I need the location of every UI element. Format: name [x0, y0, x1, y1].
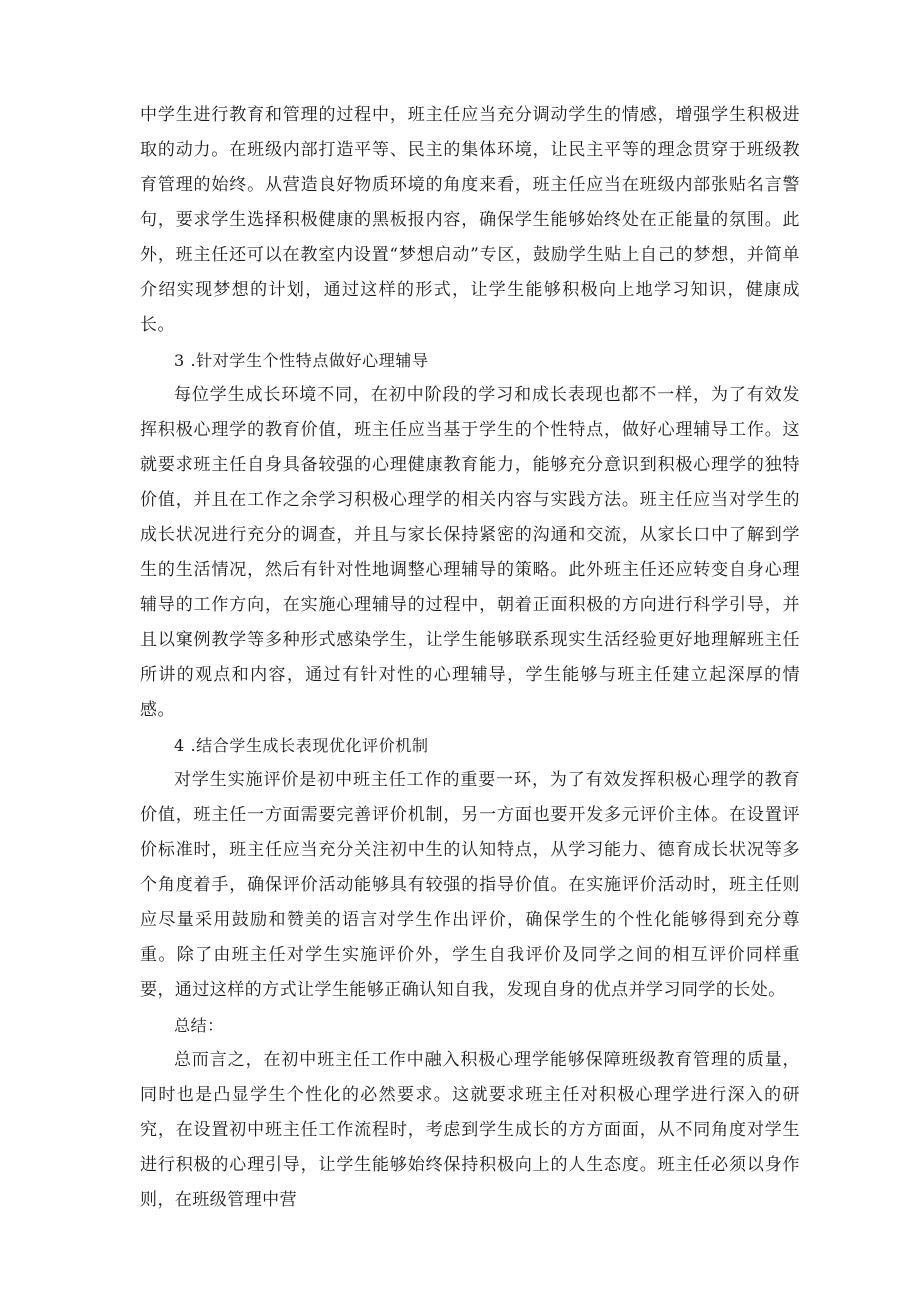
section-heading: 3 .针对学生个性特点做好心理辅导 [174, 351, 429, 370]
section-heading: 4 .结合学生成长表现优化评价机制 [174, 736, 429, 755]
document-page [140, 98, 800, 1218]
summary-label: 总结： [174, 1016, 224, 1035]
body-paragraph: 对学生实施评价是初中班主任工作的重要一环，为了有效发挥积极心理学的教育价值，班主任一方面需要完善评价机制，另一方面也要开发多元评价主体。在设置评价标准时，班主任应当充分关注初中生的认知特点，从学习能力、德育成长状况等多个角度着手，确保评价活动能够具有较强的指导价值。在实施评价活动时，班主任则应尽量采用鼓励和赞美的语言对学生作出评价，确保学生的个性化能够得到充分尊重。除了由班主任对学生实施评价外，学生自我评价及同学之间的相互评价同样重要，通过这样的方式让学生能够正确认知自我，发现自身的优点并学习同学的长处。 [140, 770, 800, 1000]
body-paragraph: 中学生进行教育和管理的过程中，班主任应当充分调动学生的情感，增强学生积极进取的动力。在班级内部打造平等、民主的集体环境，让民主平等的理念贯穿于班级教育管理的始终。从营造良好物质环境的角度来看，班主任应当在班级内部张贴名言警句，要求学生选择积极健康的黑板报内容，确保学生能够始终处在正能量的氛围。此外，班主任还可以在教室内设置“梦想启动”专区，鼓励学生贴上自己的梦想，并简单介绍实现梦想的计划，通过这样的形式，让学生能够积极向上地学习知识，健康成长。 [140, 105, 800, 335]
body-paragraph: 每位学生成长环境不同，在初中阶段的学习和成长表现也都不一样，为了有效发挥积极心理学的教育价值，班主任应当基于学生的个性特点，做好心理辅导工作。这就要求班主任自身具备较强的心理健康教育能力，能够充分意识到积极心理学的独特价值，并且在工作之余学习积极心理学的相关内容与实践方法。班主任应当对学生的成长状况进行充分的调查，并且与家长保持紧密的沟通和交流，从家长口中了解到学生的生活情况，然后有针对性地调整心理辅导的策略。此外班主任还应转变自身心理辅导的工作方向，在实施心理辅导的过程中，朝着正面积极的方向进行科学引导，并且以窠例教学等多种形式感染学生，让学生能够联系现实生活经验更好地理解班主任所讲的观点和内容，通过有针对性的心理辅导，学生能够与班主任建立起深厚的情感。 [140, 385, 800, 720]
body-paragraph: 总而言之，在初中班主任工作中融入积极心理学能够保障班级教育管理的质量，同时也是凸显学生个性化的必然要求。这就要求班主任对积极心理学进行深入的研究，在设置初中班主任工作流程时，考虑到学生成长的方方面面，从不同角度对学生进行积极的心理引导，让学生能够始终保持积极向上的人生态度。班主任必须以身作则，在班级管理中营 [140, 1050, 800, 1210]
